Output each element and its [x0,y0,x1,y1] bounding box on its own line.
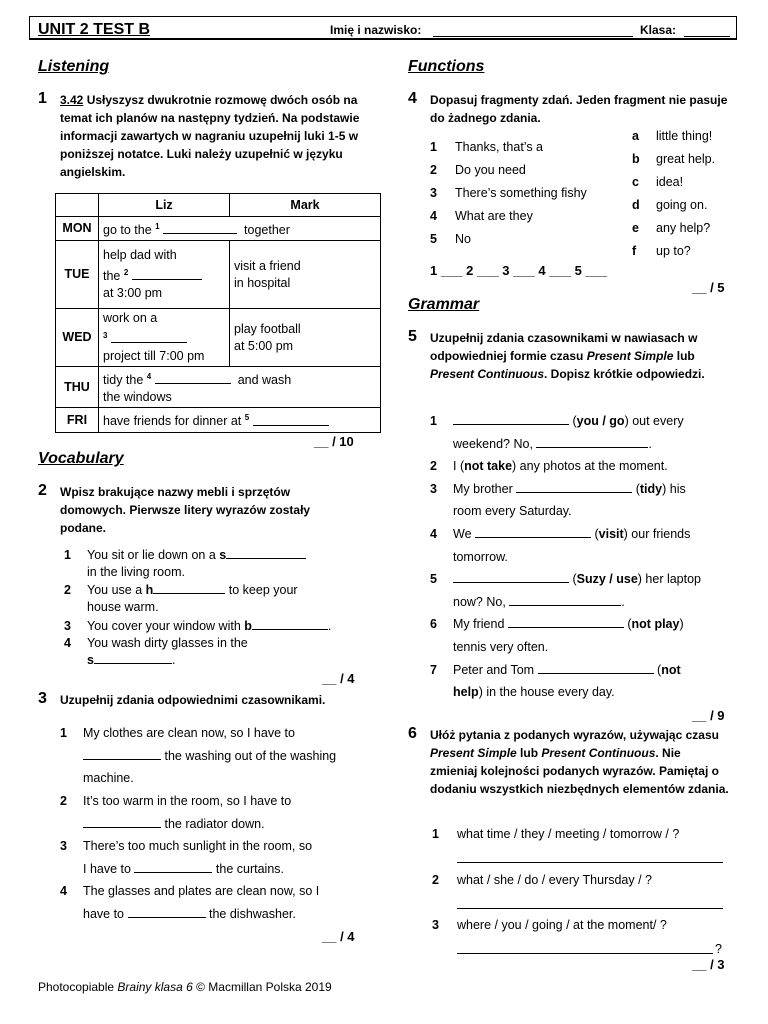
mark-cell: play football at 5:00 pm [230,309,381,367]
day-label: TUE [56,241,99,309]
answer-line[interactable] [252,629,328,630]
footer-credit: Photocopiable Brainy klasa 6 © Macmillan Polska 2019 [38,980,332,994]
q2-item: 2 You use a h to keep your house warm. [64,583,298,614]
col-mark: Mark [230,194,381,217]
gap-3[interactable] [111,342,187,343]
list-item: 1 (you / go) out every [430,414,684,428]
list-item: 1 Thanks, that’s a [430,140,544,154]
list-item: 2 Do you need [430,163,526,177]
q3-number: 3 [38,690,47,707]
q6-instruction: Ułóż pytania z podanych wyrazów, używając czasu Present Simple lub Present Continuous. Nie zmieniaj kolejności podanych wyrazów. Pamiętaj o dodaniu wszystkich niezbędnych elementów zdania. [430,728,729,796]
mark-cell: visit a friend in hospital [230,241,381,309]
liz-cell: go to the $^1$ together [99,217,381,241]
gap-5[interactable] [253,425,329,426]
table-row [56,367,381,408]
day-label: THU [56,367,99,408]
vocabulary-heading: Vocabulary [38,450,124,467]
gap-4[interactable] [155,383,231,384]
liz-cell: help dad with the $^2$ at 3:00 pm [99,241,230,309]
q5-instruction: Uzupełnij zdania czasownikami w nawiasach w odpowiedniej formie czasu Present Simple lub Present Continuous. Dopisz krótkie odpowiedzi. [430,331,705,381]
q1-number: 1 [38,90,47,107]
q3-item: 3 There’s too much sunlight in the room, so I have to the curtains. [60,839,313,876]
table-row [56,408,381,432]
list-item: a little thing! [632,129,713,143]
col-liz: Liz [99,194,230,217]
answer-line[interactable] [457,908,723,909]
listening-table [55,193,381,433]
q2-instruction: Wpisz brakujące nazwy mebli i sprzętów domowych. Pierwsze litery wyrazów zostały podane. [60,485,311,535]
list-item: 5 (Suzy / use) her laptop [430,572,702,587]
list-item: 3 My brother (tidy) his [430,481,686,496]
answer-line[interactable] [83,759,161,760]
q2-score: __ / 4 [322,671,355,686]
list-item: e any help? [632,221,711,235]
track-number: 3.42 [60,93,84,107]
q3-item: 4 The glasses and plates are clean now, so I have to the dishwasher. [60,884,320,921]
list-item: c idea! [632,175,684,189]
day-label: FRI [56,408,99,432]
answer-line[interactable] [128,917,206,918]
q2-item: 1 You sit or lie down on a s in the living room. [60,547,370,581]
q2-item: 3 You cover your window with b . [64,619,332,633]
name-label: Imię i nazwisko: [330,23,422,37]
list-item: 6 My friend (not play) [430,617,684,632]
day-label: MON [56,217,99,241]
q2-item: 4 You wash dirty glasses in the s . [64,636,248,667]
table-row [56,309,381,367]
answer-line[interactable] [538,673,654,674]
liz-cell: have friends for dinner at $^5$ [99,408,381,432]
q4-left-list [430,136,587,251]
listening-heading: Listening [38,58,110,75]
list-item: 4 What are they [430,209,533,223]
q5-score: __ / 9 [692,708,725,723]
q2-number: 2 [38,482,47,499]
question-mark: ? [715,942,722,956]
q6-item: 3 where / you / going / at the moment/ ? [432,918,667,932]
answer-line[interactable] [153,593,225,594]
class-label: Klasa: [640,23,677,37]
q6-score: __ / 3 [692,957,725,972]
q3-instruction: Uzupełnij zdania odpowiednimi czasownikami. [60,693,326,707]
list-item: 7 Peter and Tom (not [430,662,681,677]
name-field[interactable] [433,36,633,37]
day-label: WED [56,309,99,367]
q6-item: 1 what time / they / meeting / tomorrow / ? [432,827,680,841]
answer-line[interactable] [83,827,161,828]
functions-heading: Functions [408,58,485,75]
q3-score: __ / 4 [322,929,355,944]
q1-instruction-text: Usłyszysz dwukrotnie rozmowę dwóch osób na temat ich planów na następny tydzień. Na podstawie informacji zawartych w nagraniu uzupełnij luki 1-5 w poniższej notatce. Luki należy uzupełnić w języku angielskim. [60,93,360,179]
class-field[interactable] [684,36,730,37]
answer-line[interactable] [508,627,624,628]
q1-instruction [60,91,378,181]
q4-right-list [632,125,715,263]
page-title: UNIT 2 TEST B [38,21,151,38]
list-item: 5 No [430,232,471,246]
answer-line[interactable] [94,663,172,664]
liz-cell: tidy the $^4$ and wash the windows [99,367,381,408]
answer-line[interactable] [475,537,591,538]
list-item: 3 There’s something fishy [430,186,587,200]
list-item: f up to? [632,244,691,258]
answer-line[interactable] [457,862,723,863]
gap-1[interactable] [163,233,237,234]
q3-item: 1 My clothes are clean now, so I have to the washing out of the washing machine. [60,726,337,785]
table-row [56,217,381,241]
table-row [56,241,381,309]
q5-number: 5 [408,328,417,345]
answer-line[interactable] [536,447,648,448]
grammar-heading: Grammar [408,296,480,313]
q4-score: __ / 5 [692,280,725,295]
answer-line[interactable] [516,492,632,493]
q4-answer-key[interactable]: 1 ___ 2 ___ 3 ___ 4 ___ 5 ___ [430,263,608,278]
q5-items: 1 (you / go) out every weekend? No, . 2 I (not take) any photos at the moment. 3 My brother (tidy) his room every Saturday. 4 We (visit) our friends tomorrow. 5 (Suzy / use) her laptop now? No, . 6 My friend (not play) tennis very often. 7 Peter and Tom (not help) in the house every day. [430,410,740,704]
gap-2[interactable] [132,279,202,280]
answer-line[interactable] [457,953,713,954]
list-item: d going on. [632,198,708,212]
list-item: 2 I (not take) any photos at the moment. [430,459,668,474]
q4-instruction: Dopasuj fragmenty zdań. Jeden fragment nie pasuje do żadnego zdania. [430,93,728,125]
q1-score: __ / 10 [314,434,354,449]
q4-number: 4 [408,90,417,107]
answer-line[interactable] [226,558,306,559]
answer-line[interactable] [453,424,569,425]
list-item: 4 We (visit) our friends [430,526,691,541]
answer-line[interactable] [134,872,212,873]
q6-number: 6 [408,725,417,742]
answer-line[interactable] [509,605,621,606]
list-item: b great help. [632,152,716,166]
answer-line[interactable] [453,582,569,583]
q3-item: 2 It’s too warm in the room, so I have to the radiator down. [60,794,292,831]
liz-cell: work on a $^3$ project till 7:00 pm [99,309,230,367]
q6-item: 2 what / she / do / every Thursday / ? [432,873,653,887]
